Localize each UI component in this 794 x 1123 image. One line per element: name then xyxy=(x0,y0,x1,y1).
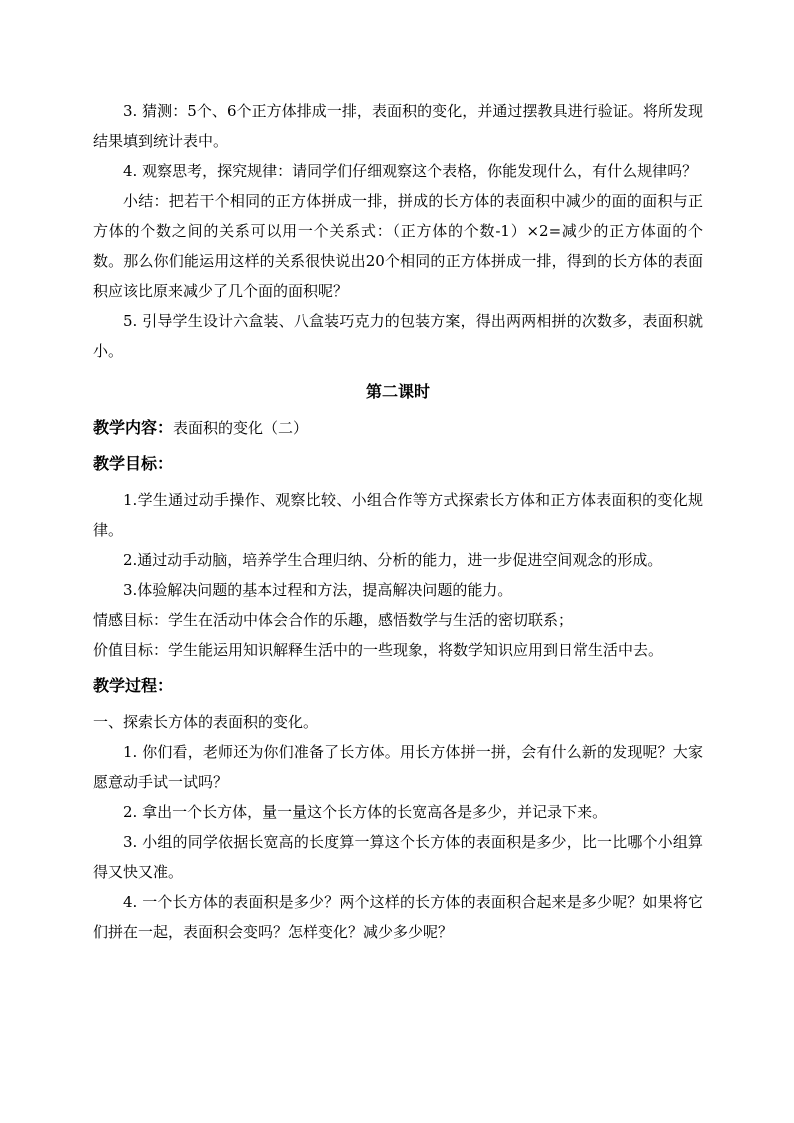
teaching-goals-label: 教学目标： xyxy=(93,454,174,473)
teaching-process-label: 教学过程： xyxy=(93,676,174,695)
process-item: 4. 一个长方体的表面积是多少？两个这样的长方体的表面积合起来是多少呢？如果将它们拼在一起，表面积会变吗？怎样变化？减少多少呢？ xyxy=(93,893,703,941)
process-item: 2. 拿出一个长方体，量一量这个长方体的长宽高各是多少，并记录下来。 xyxy=(123,803,608,821)
paragraph-step-3: 3. 猜测：5个、6个正方体排成一排，表面积的变化，并通过摆教具进行验证。将所发现结果填到统计表中。 xyxy=(93,102,703,150)
goal-item: 1.学生通过动手操作、观察比较、小组合作等方式探索长方体和正方体表面积的变化规律。 xyxy=(93,491,703,539)
paragraph-step-4: 4. 观察思考，探究规律：请同学们仔细观察这个表格，你能发现什么，有什么规律吗？ xyxy=(123,162,698,180)
teaching-content xyxy=(93,413,703,443)
value-goal: 价值目标：学生能运用知识解释生活中的一些现象，将数学知识应用到日常生活中去。 xyxy=(93,641,664,659)
teaching-process-heading xyxy=(93,671,703,701)
teaching-content-value: 表面积的变化（二） xyxy=(173,419,309,437)
paragraph-step-5: 5. 引导学生设计六盒装、八盒装巧克力的包装方案，得出两两相拼的次数多，表面积就小。 xyxy=(93,312,703,360)
teaching-content-label: 教学内容： xyxy=(93,418,174,437)
process-item: 1. 你们看，老师还为你们准备了长方体。用长方体拼一拼，会有什么新的发现呢？大家愿意动手试一试吗？ xyxy=(93,743,703,791)
lesson-title: 第二课时 xyxy=(365,382,430,401)
goal-item: 3.体验解决问题的基本过程和方法，提高解决问题的能力。 xyxy=(123,581,513,599)
process-item: 3. 小组的同学依据长宽高的长度算一算这个长方体的表面积是多少，比一比哪个小组算得又快又准。 xyxy=(93,833,703,881)
goal-item: 2.通过动手动脑，培养学生合理归纳、分析的能力，进一步促进空间观念的形成。 xyxy=(123,551,663,569)
teaching-goals-heading xyxy=(93,449,703,479)
process-section-1: 一、探索长方体的表面积的变化。 xyxy=(93,713,319,731)
document-page xyxy=(93,96,703,947)
paragraph-summary: 小结：把若干个相同的正方体拼成一排，拼成的长方体的表面积中减少的面的面积与正方体的个数之间的关系可以用一个关系式：（正方体的个数-1）×2=减少的正方体面的个数。那么你们能运用这样的关系很快说出20个相同的正方体拼成一排，得到的长方体的表面积应该比原来减少了几个面的面积呢？ xyxy=(93,192,703,300)
emotion-goal: 情感目标：学生在活动中体会合作的乐趣，感悟数学与生活的密切联系； xyxy=(93,611,574,629)
